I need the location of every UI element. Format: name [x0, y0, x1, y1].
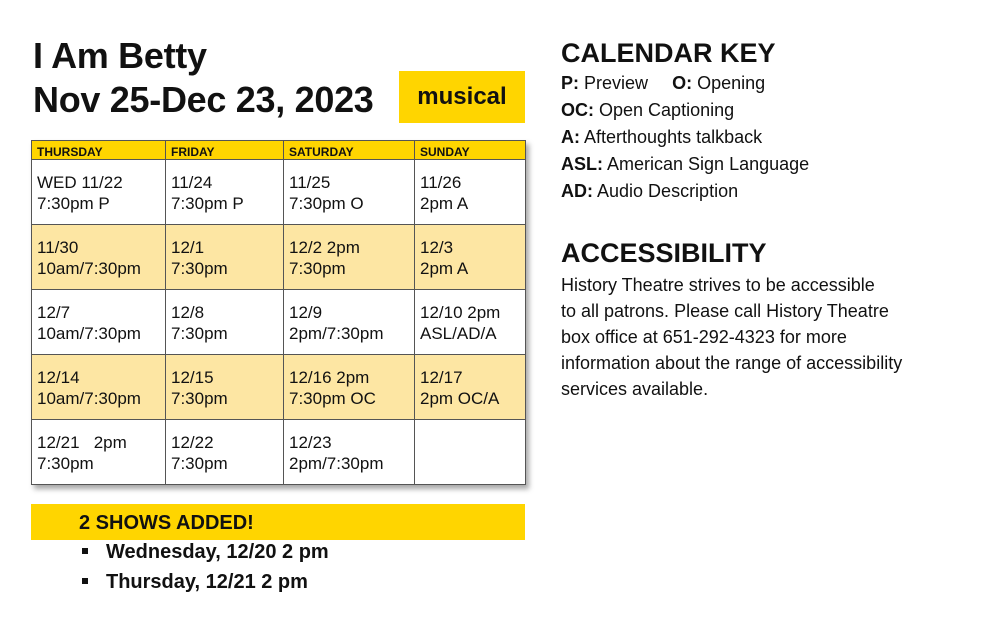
cell-date: 12/16 2pm: [289, 368, 370, 387]
key-line: [561, 124, 762, 151]
cell-times: 7:30pm P: [37, 194, 110, 213]
key-code: O:: [672, 73, 693, 93]
calendar-key-heading: CALENDAR KEY: [561, 38, 776, 68]
cell-date: 12/8: [171, 303, 205, 322]
key-code: A:: [561, 127, 580, 147]
bullet-icon: [82, 548, 88, 554]
cell-date: 12/21 2pm: [37, 433, 127, 452]
key-text: American Sign Language: [607, 154, 810, 174]
key-text: Opening: [697, 73, 766, 93]
calendar-cell: [32, 225, 166, 290]
cell-times: 7:30pm: [171, 454, 228, 473]
day-header: SATURDAY: [284, 141, 415, 160]
cell-date: WED 11/22: [37, 173, 123, 192]
calendar-week-row: [32, 160, 526, 225]
key-line: [561, 151, 809, 178]
calendar-cell: [284, 160, 415, 225]
cell-times: 10am/7:30pm: [37, 259, 141, 278]
calendar-cell-empty: [415, 420, 526, 485]
cell-date: 12/9: [289, 303, 323, 322]
genre-badge: musical: [399, 71, 525, 123]
calendar-cell: [32, 290, 166, 355]
cell-times: 7:30pm O: [289, 194, 364, 213]
calendar-header-row: [32, 141, 526, 160]
key-code: ASL:: [561, 154, 603, 174]
calendar-cell: [415, 355, 526, 420]
added-show-item: [82, 540, 329, 564]
cell-times: 7:30pm: [289, 259, 346, 278]
cell-times: 7:30pm: [171, 324, 228, 343]
show-dates: Nov 25-Dec 23, 2023: [33, 79, 374, 120]
cell-date: 11/26: [420, 173, 462, 192]
key-code: P:: [561, 73, 579, 93]
cell-date: 12/14: [37, 368, 80, 387]
cell-date: 12/7: [37, 303, 71, 322]
cell-date: 12/15: [171, 368, 214, 387]
key-line: [561, 97, 734, 124]
calendar-cell: [284, 420, 415, 485]
calendar-cell: [166, 290, 284, 355]
cell-date: 12/22: [171, 433, 214, 452]
accessibility-line: services available.: [561, 379, 709, 399]
calendar-cell: [284, 290, 415, 355]
day-header: SUNDAY: [415, 141, 526, 160]
cell-times: 7:30pm: [171, 389, 228, 408]
cell-times: 7:30pm P: [171, 194, 244, 213]
shows-added-banner: 2 SHOWS ADDED!: [31, 504, 525, 540]
cell-date: 12/10 2pm: [420, 303, 501, 322]
calendar-week-row: [32, 355, 526, 420]
calendar-cell: [166, 420, 284, 485]
accessibility-line: box office at 651-292-4323 for more: [561, 327, 847, 347]
cell-times: 2pm/7:30pm: [289, 324, 384, 343]
day-header: FRIDAY: [166, 141, 284, 160]
calendar-cell: [415, 160, 526, 225]
calendar-cell: [32, 160, 166, 225]
calendar-cell: [32, 355, 166, 420]
bullet-icon: [82, 578, 88, 584]
show-title: I Am Betty: [33, 35, 207, 76]
cell-times: 10am/7:30pm: [37, 324, 141, 343]
accessibility-text: [561, 272, 991, 402]
performance-calendar: [31, 140, 526, 485]
cell-date: 11/24: [171, 173, 213, 192]
key-code: AD:: [561, 181, 593, 201]
calendar-week-row: [32, 225, 526, 290]
cell-times: 2pm A: [420, 259, 469, 278]
cell-date: 11/30: [37, 238, 79, 257]
cell-times: 2pm A: [420, 194, 469, 213]
key-text: Afterthoughts talkback: [584, 127, 763, 147]
key-text: Open Captioning: [599, 100, 735, 120]
calendar-cell: [166, 160, 284, 225]
cell-date: 12/1: [171, 238, 205, 257]
key-code: OC:: [561, 100, 594, 120]
cell-date: 12/23: [289, 433, 332, 452]
cell-date: 12/3: [420, 238, 454, 257]
cell-times: 2pm OC/A: [420, 389, 500, 408]
cell-times: 7:30pm: [37, 454, 94, 473]
calendar-cell: [415, 225, 526, 290]
accessibility-heading: ACCESSIBILITY: [561, 238, 767, 268]
cell-date: 11/25: [289, 173, 331, 192]
added-show-item: [82, 570, 308, 594]
cell-date: 12/17: [420, 368, 463, 387]
calendar-cell: [415, 290, 526, 355]
key-line: [561, 70, 765, 97]
calendar-week-row: [32, 420, 526, 485]
calendar-cell: [32, 420, 166, 485]
cell-times: 7:30pm: [171, 259, 228, 278]
key-text: Preview: [584, 73, 649, 93]
accessibility-line: information about the range of accessibility: [561, 353, 903, 373]
cell-times: ASL/AD/A: [420, 324, 497, 343]
calendar-cell: [166, 225, 284, 290]
day-header: THURSDAY: [32, 141, 166, 160]
key-text: Audio Description: [597, 181, 739, 201]
cell-times: 7:30pm OC: [289, 389, 376, 408]
calendar-cell: [284, 225, 415, 290]
calendar-week-row: [32, 290, 526, 355]
cell-times: 10am/7:30pm: [37, 389, 141, 408]
cell-date: 12/2 2pm: [289, 238, 360, 257]
calendar-cell: [166, 355, 284, 420]
calendar-cell: [284, 355, 415, 420]
accessibility-line: to all patrons. Please call History Theatre: [561, 301, 889, 321]
added-show-text: Thursday, 12/21 2 pm: [106, 571, 308, 593]
cell-times: 2pm/7:30pm: [289, 454, 384, 473]
accessibility-line: History Theatre strives to be accessible: [561, 275, 875, 295]
added-show-text: Wednesday, 12/20 2 pm: [106, 541, 329, 563]
key-line: [561, 178, 738, 205]
